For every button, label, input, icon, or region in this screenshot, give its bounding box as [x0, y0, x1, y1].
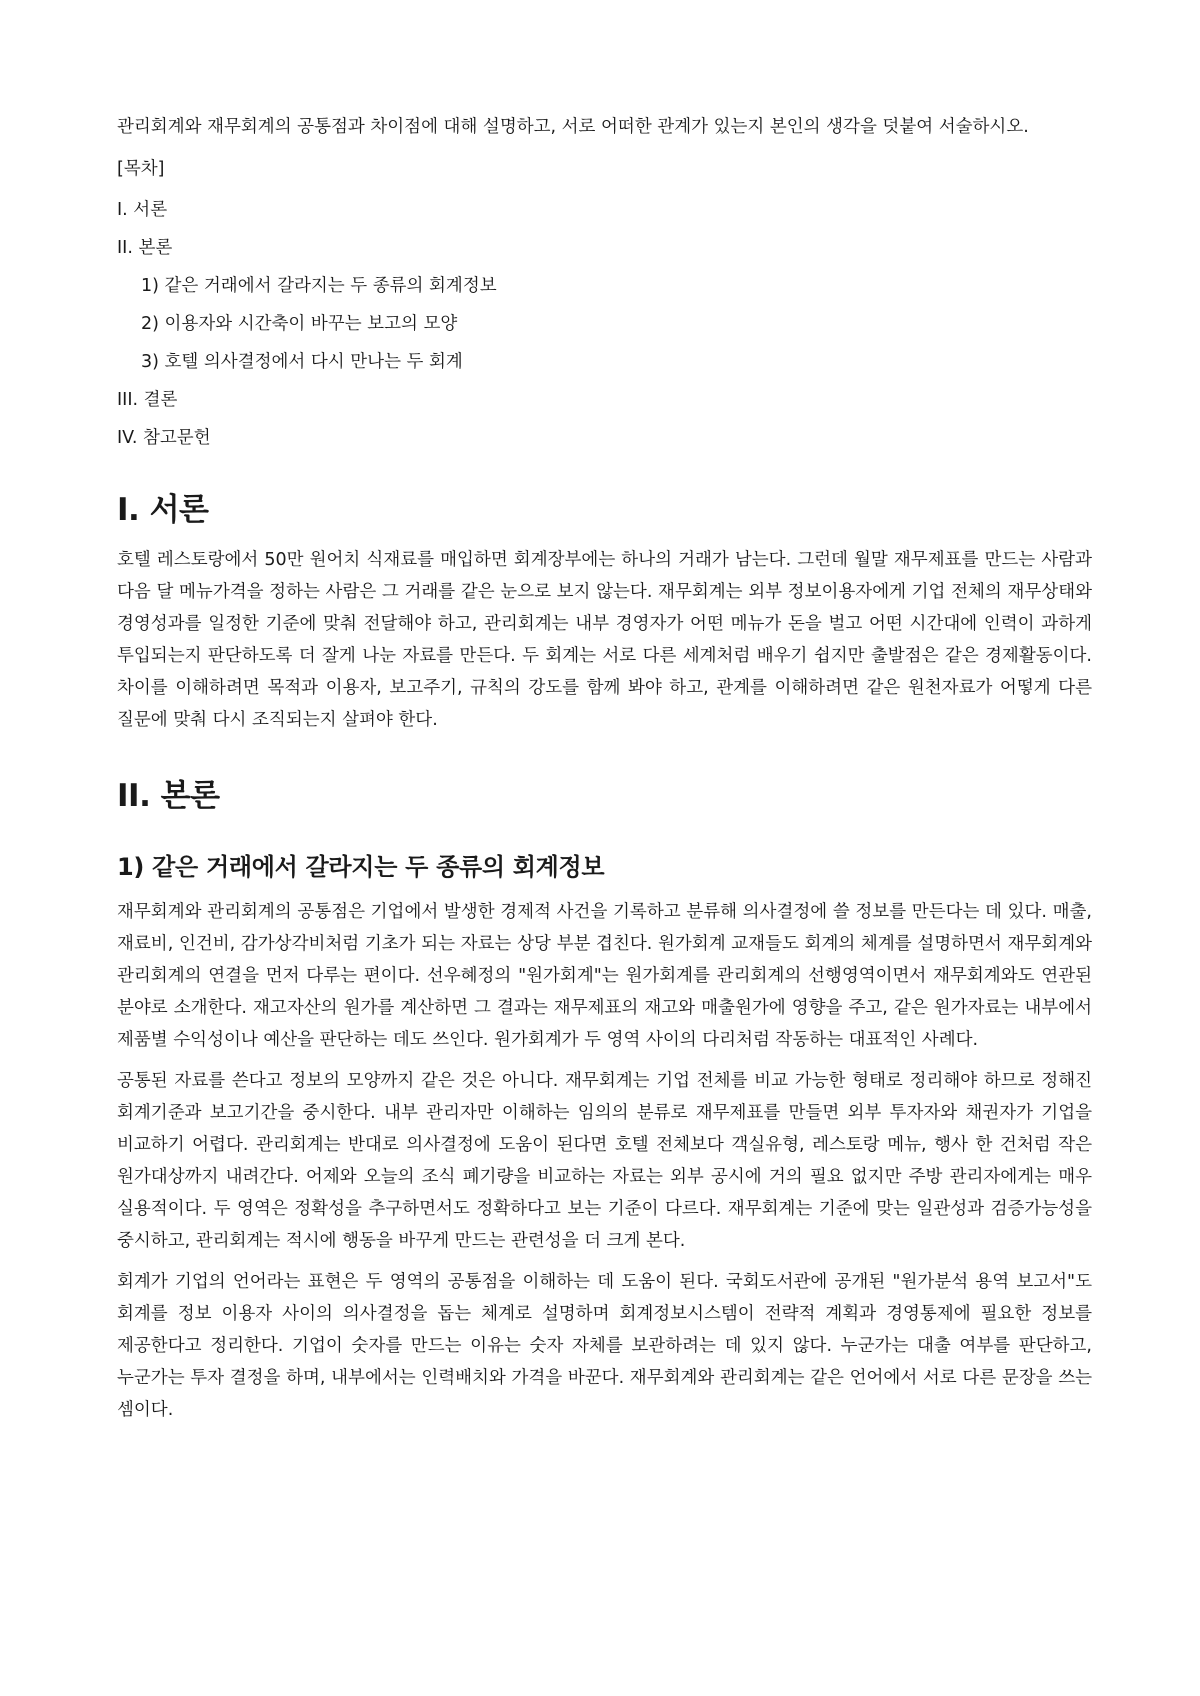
- toc-item-conclusion: III. 결론: [117, 390, 178, 410]
- toc-item-body-1: 1) 같은 거래에서 갈라지는 두 종류의 회계정보: [141, 276, 497, 296]
- body-sub1-heading: 1) 같은 거래에서 갈라지는 두 종류의 회계정보: [117, 853, 605, 881]
- assignment-prompt: 관리회계와 재무회계의 공통점과 차이점에 대해 설명하고, 서로 어떠한 관계가 있는지 본인의 생각을 덧붙여 서술하시오.: [117, 117, 1029, 137]
- toc-item-body-3: 3) 호텔 의사결정에서 다시 만나는 두 회계: [141, 352, 463, 372]
- intro-heading: I. 서론: [117, 492, 209, 528]
- toc-item-references: IV. 참고문헌: [117, 428, 211, 448]
- body-sub1-paragraph-2: 공통된 자료를 쓴다고 정보의 모양까지 같은 것은 아니다. 재무회계는 기업 전체를 비교 가능한 형태로 정리해야 하므로 정해진 회계기준과 보고기간을 중시한다. 내부 관리자만 이해하는 임의의 분류로 재무제표를 만들면 외부 투자자와 채권자가 기업을 비교하기 어렵다. 관리회계는 반대로 의사결정에 도움이 된다면 호텔 전체보다 객실유형, 레스토랑 메뉴, 행사 한 건처럼 작은 원가대상까지 내려간다. 어제와 오늘의 조식 폐기량을 비교하는 자료는 외부 공시에 거의 필요 없지만 주방 관리자에게는 매우 실용적이다. 두 영역은 정확성을 추구하면서도 정확하다고 보는 기준이 다르다. 재무회계는 기준에 맞는 일관성과 검증가능성을 중시하고, 관리회계는 적시에 행동을 바꾸게 만드는 관련성을 더 크게 본다.: [117, 1071, 1092, 1251]
- body-sub1-paragraph-1: 재무회계와 관리회계의 공통점은 기업에서 발생한 경제적 사건을 기록하고 분류해 의사결정에 쓸 정보를 만든다는 데 있다. 매출, 재료비, 인건비, 감가상각비처럼 기초가 되는 자료는 상당 부분 겹친다. 원가회계 교재들도 회계의 체계를 설명하면서 재무회계와 관리회계의 연결을 먼저 다루는 편이다. 선우혜정의 "원가회계"는 원가회계를 관리회계의 선행영역이면서 재무회계와도 연관된 분야로 소개한다. 재고자산의 원가를 계산하면 그 결과는 재무제표의 재고와 매출원가에 영향을 주고, 같은 원가자료는 내부에서 제품별 수익성이나 예산을 판단하는 데도 쓰인다. 원가회계가 두 영역 사이의 다리처럼 작동하는 대표적인 사례다.: [117, 902, 1092, 1050]
- body-heading: II. 본론: [117, 778, 220, 814]
- toc-item-body-2: 2) 이용자와 시간축이 바꾸는 보고의 모양: [141, 314, 458, 334]
- intro-paragraph: 호텔 레스토랑에서 50만 원어치 식재료를 매입하면 회계장부에는 하나의 거래가 남는다. 그런데 월말 재무제표를 만드는 사람과 다음 달 메뉴가격을 정하는 사람은 그 거래를 같은 눈으로 보지 않는다. 재무회계는 외부 정보이용자에게 기업 전체의 재무상태와 경영성과를 일정한 기준에 맞춰 전달해야 하고, 관리회계는 내부 경영자가 어떤 메뉴가 돈을 벌고 어떤 시간대에 인력이 과하게 투입되는지 판단하도록 더 잘게 나눈 자료를 만든다. 두 회계는 서로 다른 세계처럼 배우기 쉽지만 출발점은 같은 경제활동이다. 차이를 이해하려면 목적과 이용자, 보고주기, 규칙의 강도를 함께 봐야 하고, 관계를 이해하려면 같은 원천자료가 어떻게 다른 질문에 맞춰 다시 조직되는지 살펴야 한다.: [117, 550, 1092, 730]
- body-sub1-paragraph-3: 회계가 기업의 언어라는 표현은 두 영역의 공통점을 이해하는 데 도움이 된다. 국회도서관에 공개된 "원가분석 용역 보고서"도 회계를 정보 이용자 사이의 의사결정을 돕는 체계로 설명하며 회계정보시스템이 전략적 계획과 경영통제에 필요한 정보를 제공한다고 정리한다. 기업이 숫자를 만드는 이유는 숫자 자체를 보관하려는 데 있지 않다. 누군가는 대출 여부를 판단하고, 누군가는 투자 결정을 하며, 내부에서는 인력배치와 가격을 바꾼다. 재무회계와 관리회계는 같은 언어에서 서로 다른 문장을 쓰는 셈이다.: [117, 1272, 1092, 1420]
- toc-heading: [목차]: [117, 159, 165, 179]
- toc-item-body: II. 본론: [117, 238, 173, 258]
- toc-item-intro: I. 서론: [117, 200, 168, 220]
- table-of-contents: [117, 198, 1092, 450]
